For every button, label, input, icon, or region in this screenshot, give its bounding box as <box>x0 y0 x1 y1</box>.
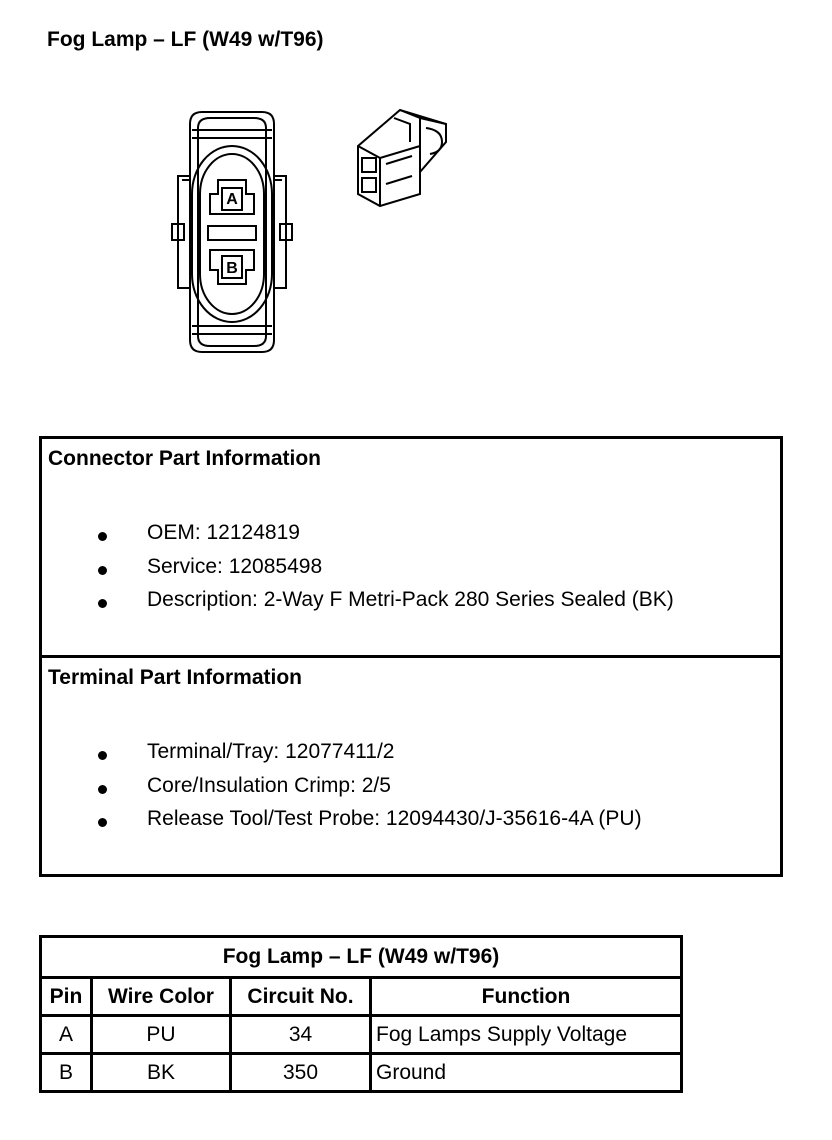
cell-pin: A <box>41 1016 92 1054</box>
table-title-row <box>41 937 682 978</box>
connector-isometric-illustration <box>350 102 460 212</box>
bullet-icon <box>98 785 107 794</box>
table-title: Fog Lamp – LF (W49 w/T96) <box>41 937 682 978</box>
pin-a-label: A <box>226 191 238 208</box>
terminal-part-info-box: Terminal Part Information Terminal/Tray: 12077411/2 Core/Insulation Crimp: 2/5 Release Tool/Test Probe: 12094430/J-35616-4A (PU) <box>39 655 783 877</box>
header-pin: Pin <box>41 978 92 1016</box>
terminal-part-info-heading: Terminal Part Information <box>48 666 302 689</box>
bullet-icon <box>98 532 107 541</box>
connector-part-info-box: Connector Part Information OEM: 12124819 Service: 12085498 Description: 2-Way F Metri-Pack 280 Series Sealed (BK) <box>39 436 783 658</box>
bullet-icon <box>98 566 107 575</box>
cell-pin: B <box>41 1054 92 1092</box>
header-wire-color: Wire Color <box>92 978 231 1016</box>
cell-wire-color: BK <box>92 1054 231 1092</box>
cell-function: Ground <box>371 1054 682 1092</box>
bullet-icon <box>98 599 107 608</box>
cell-function: Fog Lamps Supply Voltage <box>371 1016 682 1054</box>
bullet-icon <box>98 818 107 827</box>
cell-wire-color: PU <box>92 1016 231 1054</box>
header-function: Function <box>371 978 682 1016</box>
bullet-icon <box>98 751 107 760</box>
table-row <box>41 1054 682 1092</box>
cell-circuit-no: 34 <box>231 1016 371 1054</box>
table-row <box>41 1016 682 1054</box>
pinout-table <box>39 935 683 1093</box>
connector-face-illustration <box>162 108 302 356</box>
header-circuit-no: Circuit No. <box>231 978 371 1016</box>
pin-b-label: B <box>226 260 238 277</box>
connector-part-info-heading: Connector Part Information <box>48 447 322 470</box>
cell-circuit-no: 350 <box>231 1054 371 1092</box>
page-title: Fog Lamp – LF (W49 w/T96) <box>47 28 324 51</box>
table-header-row <box>41 978 682 1016</box>
